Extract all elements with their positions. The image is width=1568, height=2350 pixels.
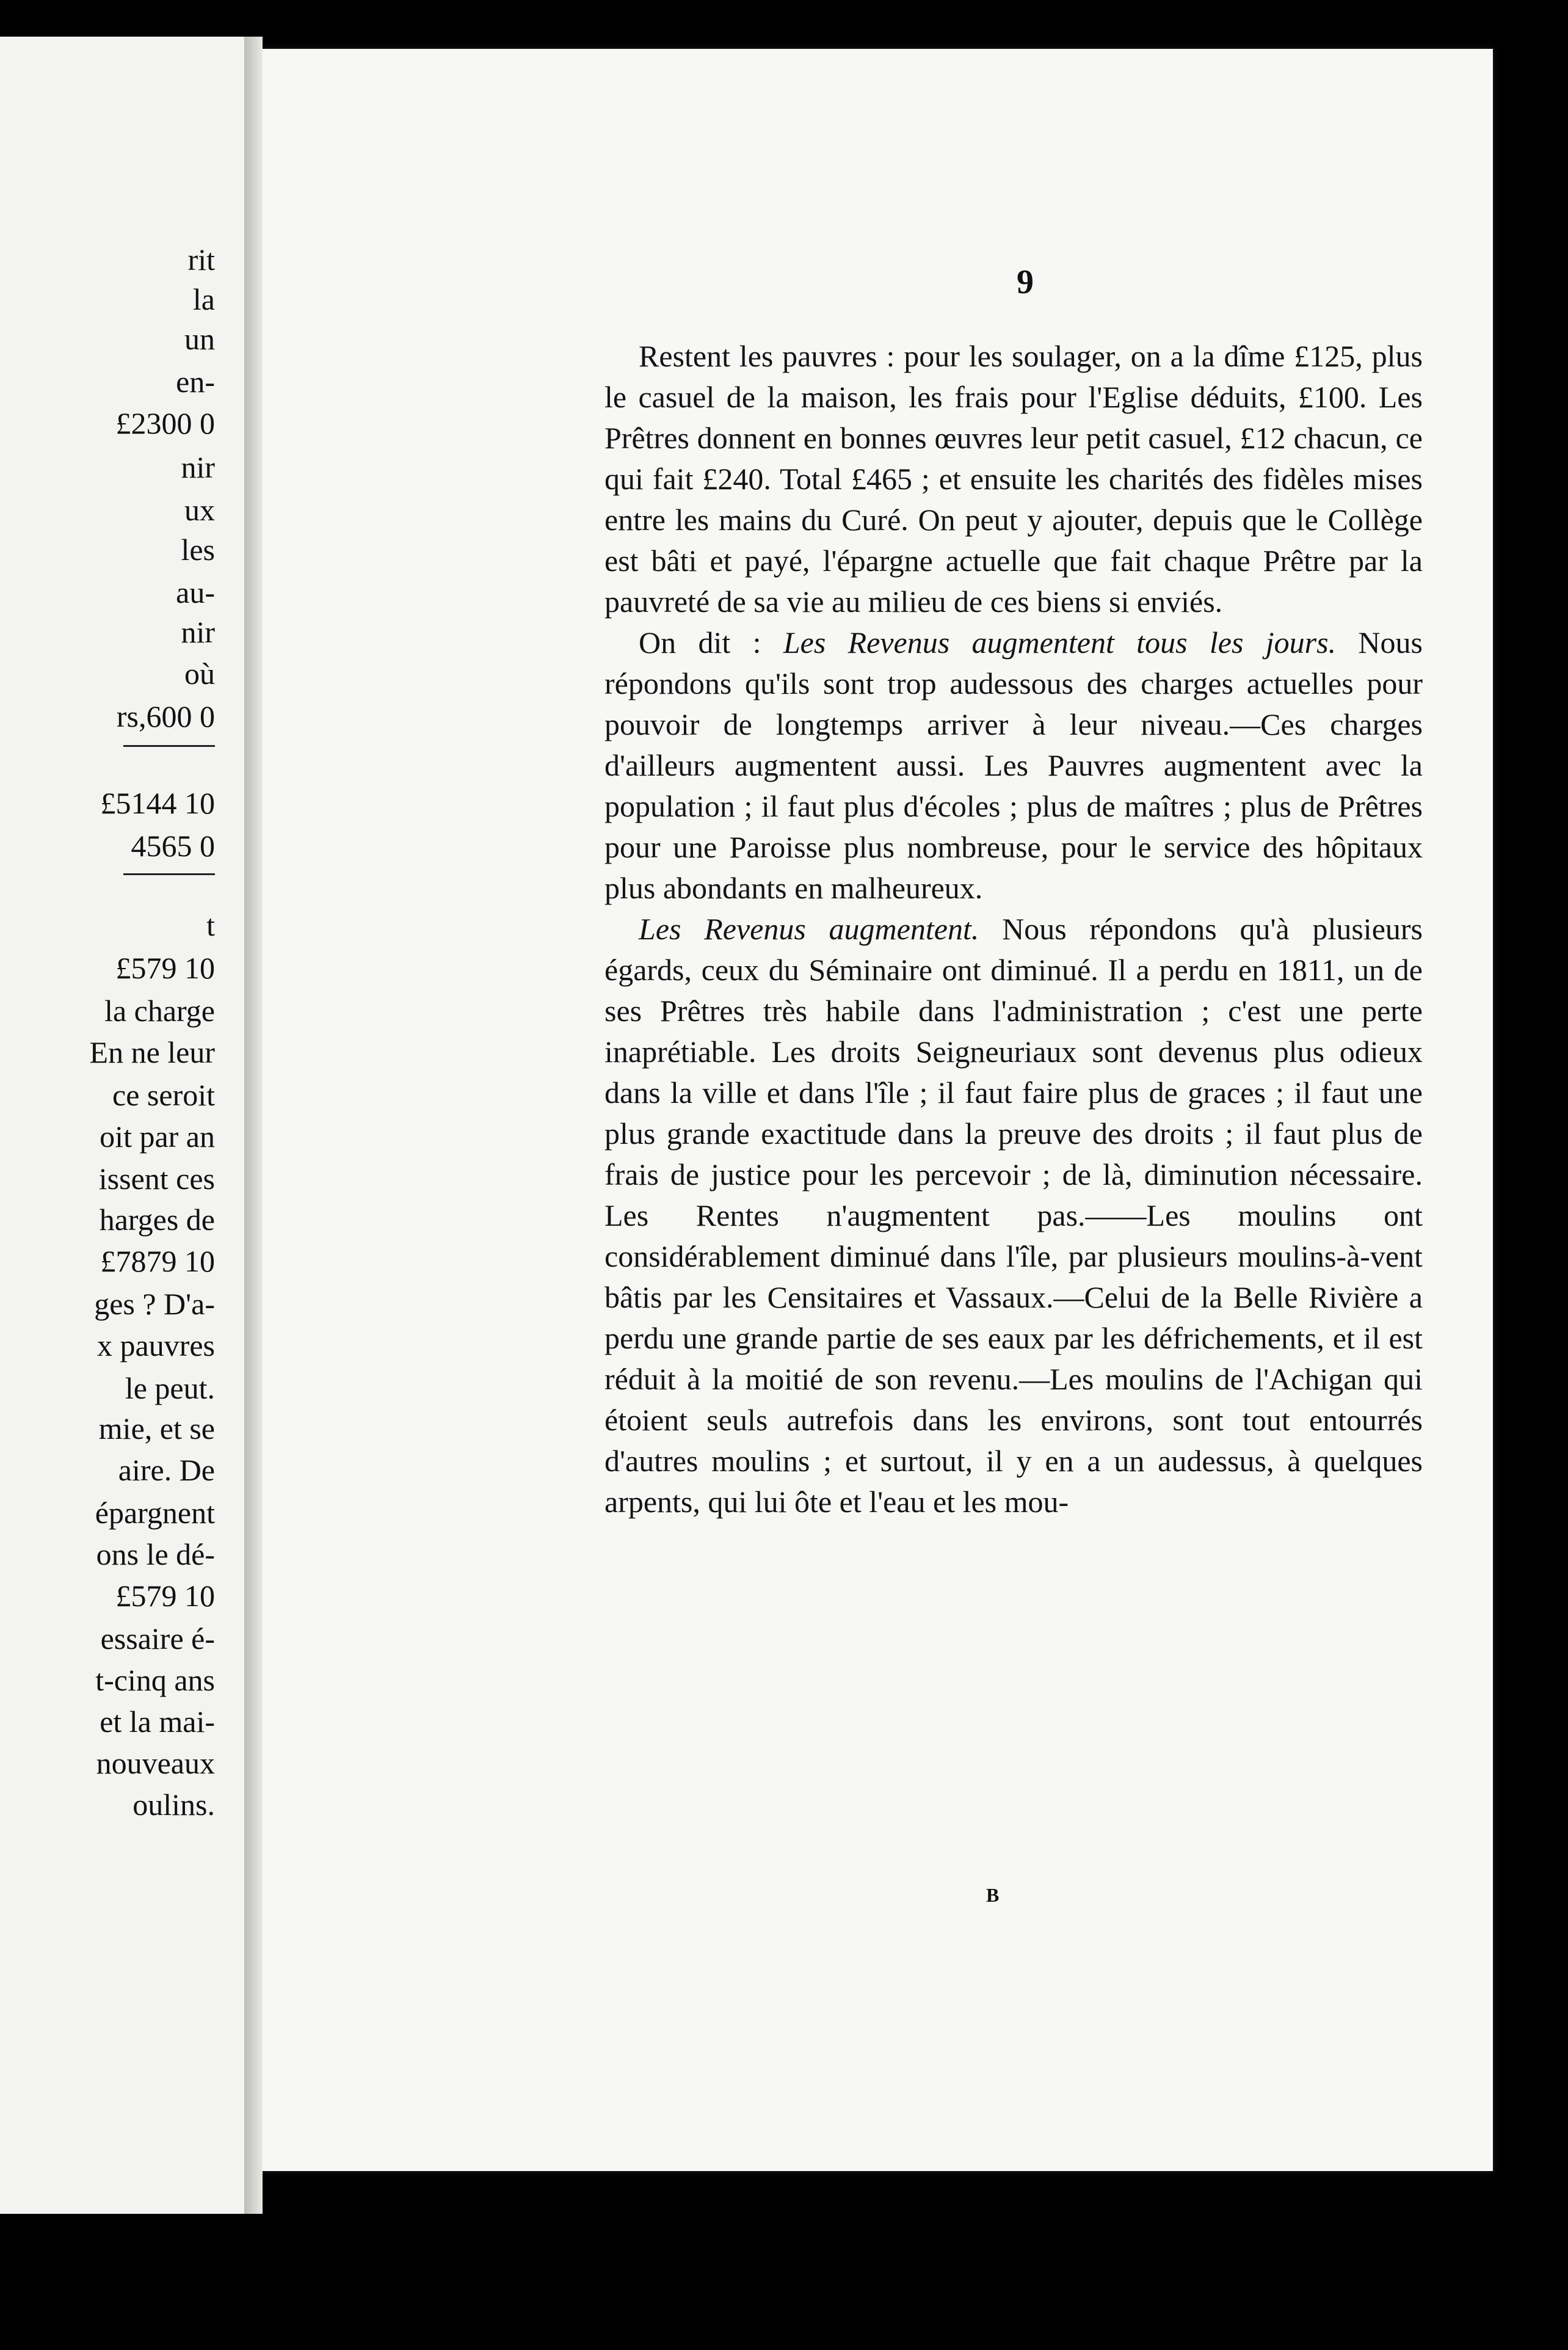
left-page-line: x pauvres [97,1328,215,1362]
italic-run: Les Revenus augmentent tous les jours. [783,625,1337,660]
left-page-line: épargnent [95,1496,215,1530]
signature-mark: B [986,1884,1000,1906]
text-run: Nous répondons qu'à plusieurs égards, ceux du Séminaire ont diminué. Il a perdu en 1811, un de ses Prêtres très habile dans l'administration ; c'est une perte inaprétiable. Les droits Seigneuriaux sont devenus plus odieux dans la ville et dans l'île ; il faut faire plus de graces ; il faut une plus grande exactitude dans la preuve des droits ; il faut plus de frais de justice pour les percevoir ; de là, diminution nécessaire. Les Rentes n'augmentent pas.——Les moulins ont considérablement diminué dans l'île, par plusieurs moulins-à-vent bâtis par les Censitaires et Vassaux.—Celui de la Belle Rivière a perdu une grande partie de ses eaux par les défrichements, et il est réduit à la moitié de son revenu.—Les moulins de l'Achigan qui étoient seuls autrefois dans les environs, sont tout entourrés d'autres moulins ; et surtout, il y en a un audessus, à quelques arpents, qui lui ôte et l'eau et les mou- [604,912,1423,1519]
page-number: 9 [1017,263,1034,301]
left-page-line: un [184,322,215,356]
left-page-line: rs,600 0 [116,699,215,733]
left-page-line: et la mai- [100,1704,215,1739]
left-page-line: £2300 0 [115,406,215,440]
left-page-line: ce seroit [112,1078,215,1112]
left-page-rule [123,873,215,875]
left-page-line: ux [184,493,215,527]
left-page-line: essaire é- [100,1621,215,1656]
left-page-line: £579 10 [115,951,215,985]
previous-page-fragment [0,37,246,2214]
text-run: Nous répondons qu'ils sont trop audessous des charges actuelles pour pouvoir de longtemps arriver à leur niveau.—Ces charges d'ailleurs augmentent aussi. Les Pauvres augmentent avec la population ; il faut plus d'écoles ; plus de maîtres ; plus de Prêtres pour une Paroisse plus nombreuse, pour le service des hôpitaux plus abondants en malheureux. [604,625,1423,905]
left-page-line: où [184,657,215,691]
text-run: On dit : [639,625,783,660]
left-page-line: t-cinq ans [95,1663,215,1697]
left-page-line: En ne leur [89,1035,215,1069]
left-page-line: 4565 0 [131,829,215,863]
left-page-line: t [206,908,215,942]
left-page-line: £5144 10 [100,786,215,820]
left-page-line: les [181,533,215,567]
body-text [604,336,1423,1522]
left-page-line: en- [176,365,215,399]
left-page-line: £7879 10 [100,1244,215,1278]
left-page-line: oulins. [132,1788,215,1822]
left-page-line: au- [176,575,215,609]
left-page-line: nir [181,615,215,649]
left-page-line: rit [187,242,215,277]
left-page-line: mie, et se [98,1411,215,1446]
left-page-line: harges de [99,1202,215,1237]
left-page-line: la charge [104,994,215,1028]
paragraph [604,622,1423,909]
left-page-line: ges ? D'a- [94,1287,215,1321]
left-page-rule [123,745,215,747]
text-run: Restent les pauvres : pour les soulager, on a la dîme £125, plus le casuel de la maison, les frais pour l'Eglise déduits, £100. Les Prêtres donnent en bonnes œuvres leur petit casuel, £12 chacun, ce qui fait £240. Total £465 ; et ensuite les charités des fidèles mises entre les mains du Curé. On peut y ajouter, depuis que le Collège est bâti et payé, l'épargne actuelle que fait chaque Prêtre par la pauvreté de sa vie au milieu de ces biens si enviés. [604,339,1423,619]
binding-gutter [244,37,263,2214]
left-page-line: nir [181,450,215,484]
left-page-line: ons le dé- [96,1537,215,1571]
left-page-line: issent ces [98,1162,215,1196]
left-page-line: nouveaux [96,1746,215,1780]
left-page-line: le peut. [125,1371,215,1405]
left-page-line: oit par an [100,1119,215,1154]
paragraph [604,909,1423,1522]
left-page-line: la [192,282,215,316]
left-page-line: aire. De [118,1453,215,1487]
left-page-line: £579 10 [115,1579,215,1613]
italic-run: Les Revenus augmentent. [639,912,979,946]
current-page [263,49,1493,2171]
paragraph [604,336,1423,622]
